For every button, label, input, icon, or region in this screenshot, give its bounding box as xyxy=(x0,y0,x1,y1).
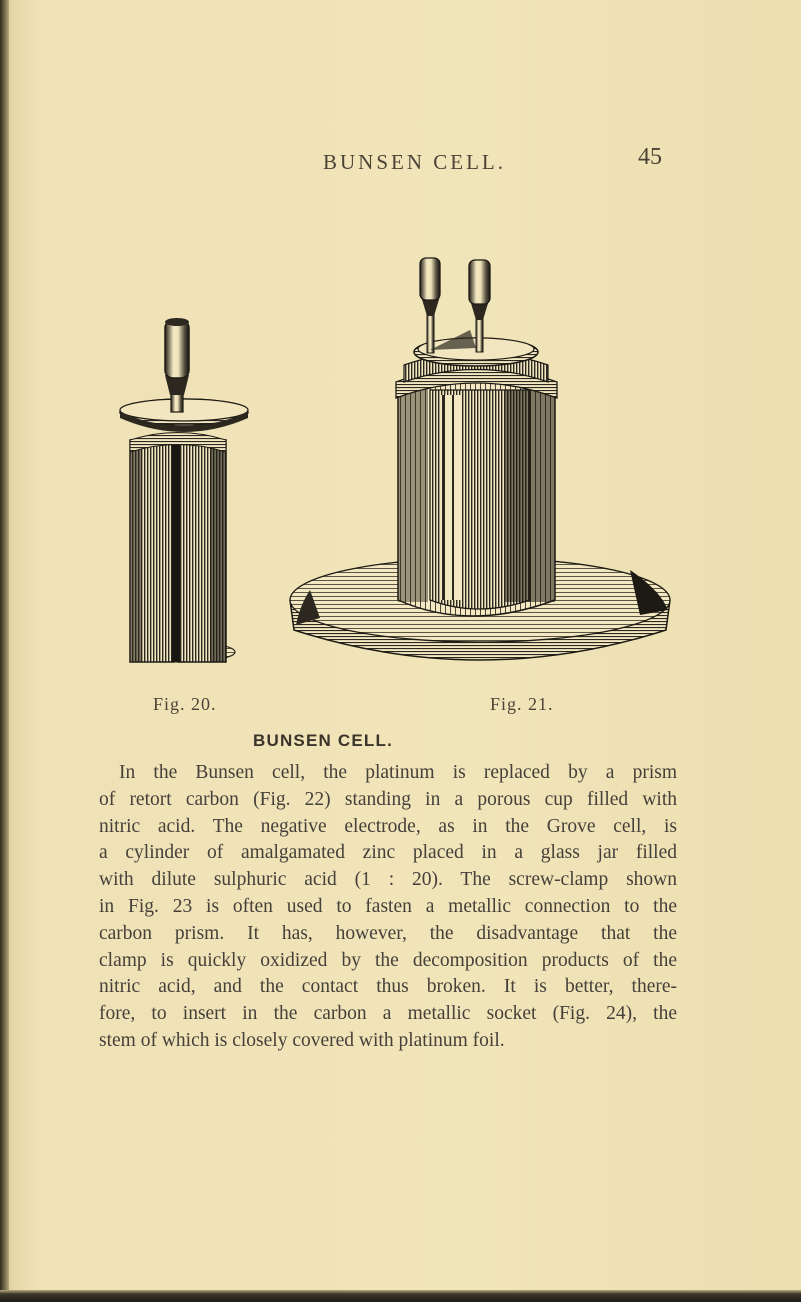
body-paragraph xyxy=(99,760,677,1055)
paragraph-line: In the Bunsen cell, the platinum is replaced by a prism xyxy=(119,762,677,783)
paragraph-line: nitric acid. The negative electrode, as in the Grove cell, is xyxy=(99,815,677,837)
figure-caption: Fig. 20. xyxy=(153,694,217,714)
paragraph-line: carbon prism. It has, however, the disadvantage that the xyxy=(99,922,677,944)
fig20-carbon-prism-icon xyxy=(120,318,248,662)
running-head: BUNSEN CELL. xyxy=(323,150,506,174)
paragraph-line: a cylinder of amalgamated zinc placed in a glass jar filled xyxy=(99,842,677,864)
fig21-bunsen-cell-icon xyxy=(290,258,670,660)
section-title: BUNSEN CELL. xyxy=(253,731,394,750)
page-bottom-edge xyxy=(0,1290,801,1302)
paragraph-line: with dilute sulphuric acid (1 : 20). The screw-clamp shown xyxy=(99,869,677,891)
figure-caption: Fig. 21. xyxy=(490,694,554,714)
paragraph-line: stem of which is closely covered with platinum foil. xyxy=(99,1029,505,1051)
paragraph-line: in Fig. 23 is often used to fasten a metallic connection to the xyxy=(99,895,677,917)
paragraph-line: clamp is quickly oxidized by the decomposition products of the xyxy=(99,949,677,971)
paragraph-line: fore, to insert in the carbon a metallic socket (Fig. 24), the xyxy=(99,1003,677,1025)
page-number: 45 xyxy=(638,144,662,170)
paragraph-line: nitric acid, and the contact thus broken. It is better, there- xyxy=(99,976,677,998)
paragraph-line: of retort carbon (Fig. 22) standing in a porous cup filled with xyxy=(99,788,677,810)
